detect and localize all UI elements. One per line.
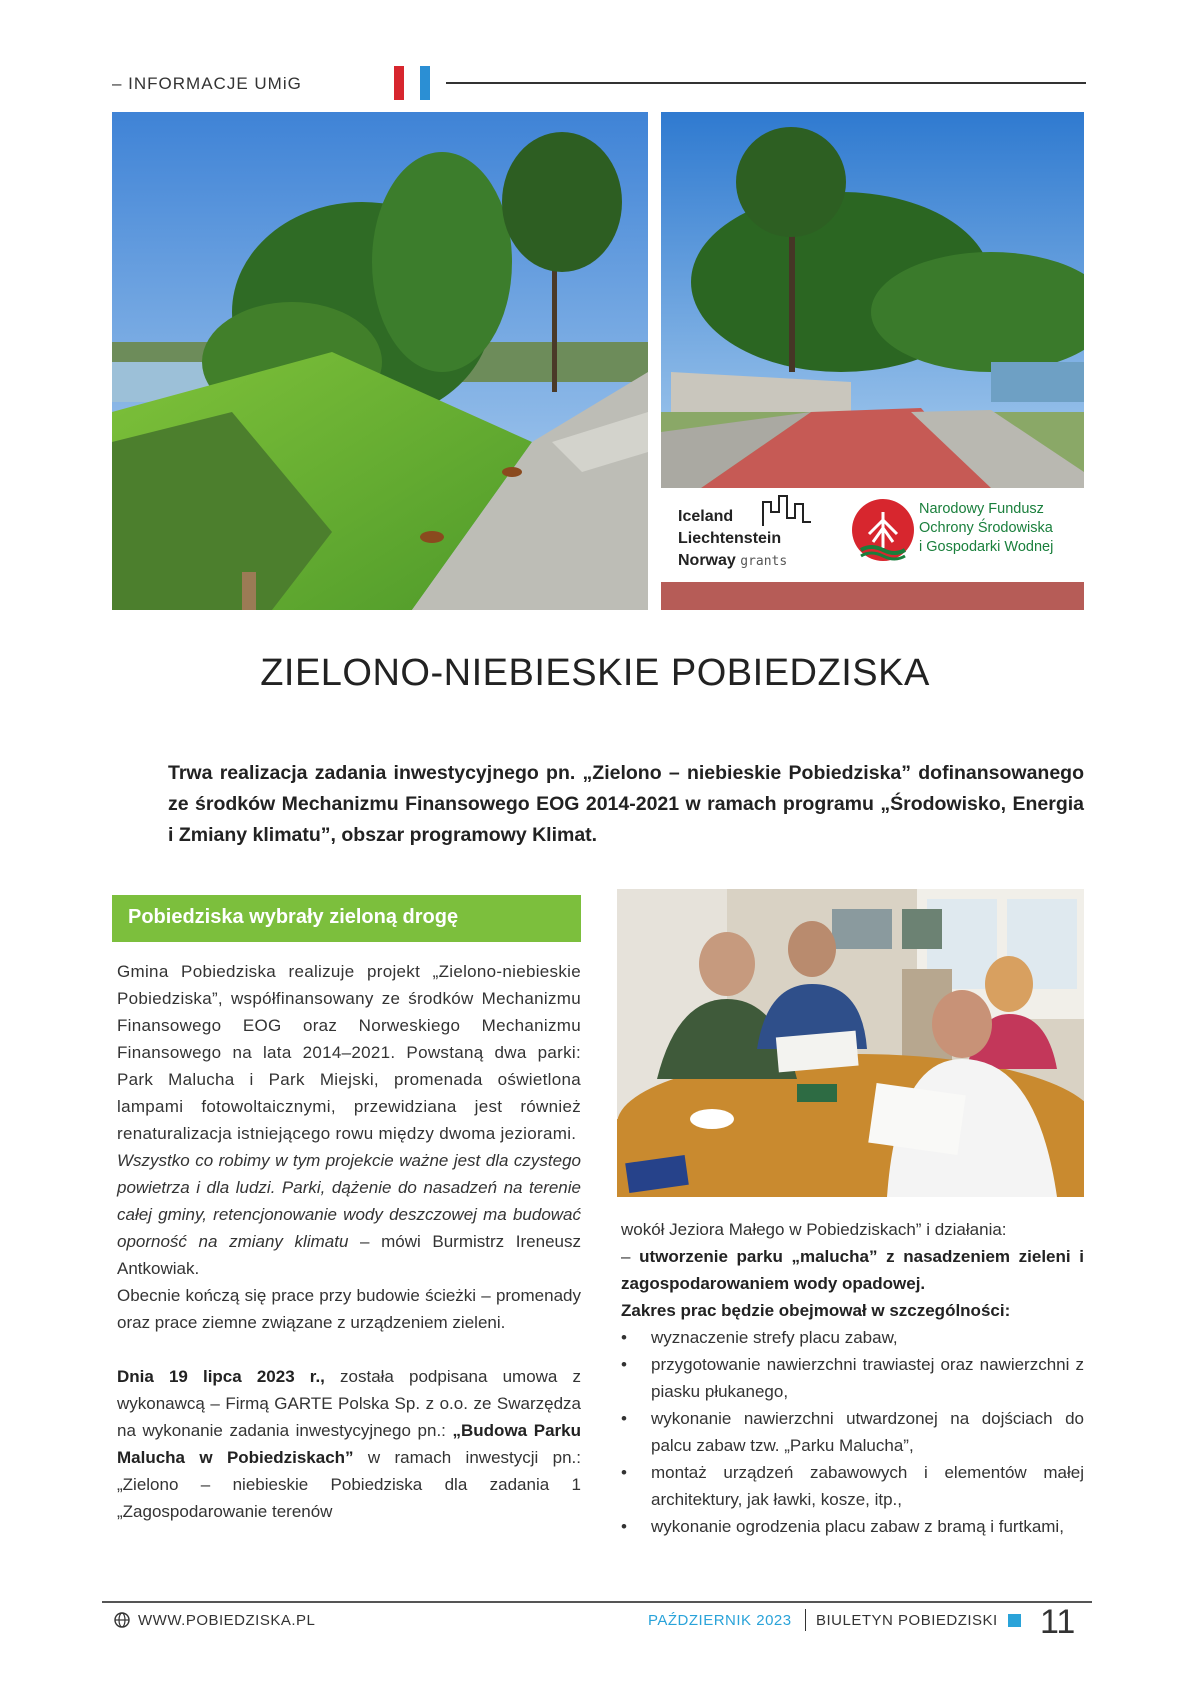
task-list (621, 1324, 1084, 1540)
paragraph-location: wokół Jeziora Małego w Pobiedziskach” i działania: (621, 1220, 1007, 1239)
right-column (621, 1216, 1084, 1540)
quote-attribution: – mówi Burmistrz Ireneusz Antkowiak. (117, 1232, 581, 1278)
nfosigw-line-2: Ochrony Środowiska (919, 520, 1053, 536)
footer-rule (102, 1601, 1092, 1603)
website-link[interactable]: WWW.POBIEDZISKA.PL (138, 1612, 316, 1629)
contract-task-name: „Budowa Parku Malucha w Pobiedziskach” (117, 1421, 581, 1467)
section-label: – INFORMACJE UMiG (112, 74, 302, 93)
paragraph-progress: Obecnie kończą się prace przy budowie ścieżki – promenady oraz prace ziemne związane z urządzeniem zieleni. (117, 1286, 581, 1332)
contract-date: Dnia 19 lipca 2023 r., (117, 1367, 325, 1386)
eea-line-grants: grants (740, 554, 788, 569)
eea-line-norway: Norway (678, 552, 736, 569)
subheading-text: Pobiedziska wybrały zieloną drogę (128, 906, 459, 928)
photo-promenade-strip (661, 582, 1084, 610)
photo-contract-signing (617, 889, 1084, 1197)
footer-separator (805, 1609, 806, 1631)
scope-title (621, 1297, 1084, 1324)
header-rule (446, 82, 1086, 84)
contract-text-a: została podpisana umowa z wykonawcą – Firmą GARTE Polska Sp. z o.o. ze Swarzędza na wykonanie zadania inwestycyjnego pn.: (117, 1367, 581, 1440)
photo-promenade (661, 112, 1084, 488)
left-column (117, 958, 581, 1525)
list-item: • montaż urządzeń zabawowych i elementów małej architektury, jak ławki, kosze, itp., (651, 1459, 1084, 1513)
list-item: • przygotowanie nawierzchni trawiastej oraz nawierzchni z piasku płukanego, (651, 1351, 1084, 1405)
action-text: utworzenie parku „malucha” z nasadzeniem zieleni i zagospodarowaniem wody opadowej. (621, 1247, 1084, 1293)
mayor-quote: Wszystko co robimy w tym projekcie ważne jest dla czystego powietrza i dla ludzi. Parki, dążenie do nasadzeń na terenie całej gminy, retencjonowanie wody deszczowej ma budować oporność na zmiany klimatu (117, 1151, 581, 1251)
bulletin-name: BIULETYN POBIEDZISKI (816, 1612, 998, 1629)
accent-square-icon (1008, 1614, 1021, 1627)
globe-icon (114, 1612, 130, 1628)
paragraph-contract (117, 1363, 581, 1525)
paragraph-intro: Gmina Pobiedziska realizuje projekt „Zielono-niebieskie Pobiedziska”, współfinansowany ze środków Mechanizmu Finansowego EOG oraz Norweskiego Mechanizmu Finansowego na lata 2014–2021. Powstaną dwa parki: Park Malucha i Park Miejski, promenada oświetlona lampami fotowoltaicznymi, przewidziana jest również renaturalizacja istniejącego rowu między dwoma jeziorami. (117, 962, 581, 1143)
list-item: • wyznaczenie strefy placu zabaw, (651, 1324, 1084, 1351)
nfosigw-line-1: Narodowy Fundusz (919, 501, 1044, 517)
photo-park-slope (112, 112, 648, 610)
contract-text-b: w ramach inwestycji pn.: „Zielono – niebieskie Pobiedziska dla zadania 1 „Zagospodarowanie terenów (117, 1448, 582, 1521)
paragraph-action (621, 1243, 1084, 1297)
flag-red-stripe (394, 66, 404, 100)
scope-title-text: Zakres prac będzie obejmował w szczególności: (621, 1301, 1011, 1320)
nfosigw-line-3: i Gospodarki Wodnej (919, 539, 1054, 555)
article-lead: Trwa realizacja zadania inwestycyjnego pn. „Zielono – niebieskie Pobiedziska” dofinansowanego ze środków Mechanizmu Finansowego EOG 2014-2021 w ramach programu „Środowisko, Energia i Zmiany klimatu”, obszar programowy Klimat. (168, 762, 1084, 846)
paragraph-quote (117, 1147, 581, 1282)
flag-blue-stripe (420, 66, 430, 100)
list-item: • wykonanie nawierzchni utwardzonej na dojściach do palcu zabaw tzw. „Parku Malucha”, (651, 1405, 1084, 1459)
nfosigw-emblem-icon (851, 498, 915, 562)
issue-month: PAŹDZIERNIK 2023 (648, 1612, 792, 1629)
subheading-bar (112, 895, 581, 942)
list-item: • wykonanie ogrodzenia placu zabaw z bramą i furtkami, (651, 1513, 1084, 1540)
spacer (117, 1336, 581, 1363)
nfosigw-logo-text (919, 500, 1053, 557)
eea-mark-icon (761, 492, 813, 528)
action-dash: – (621, 1247, 640, 1266)
logos-panel (661, 488, 1084, 582)
page-number: 11 (1040, 1603, 1076, 1641)
eea-line-iceland: Iceland (678, 508, 734, 525)
article-title: ZIELONO-NIEBIESKIE POBIEDZISKA (260, 652, 930, 694)
eea-line-liechtenstein: Liechtenstein (678, 530, 782, 547)
